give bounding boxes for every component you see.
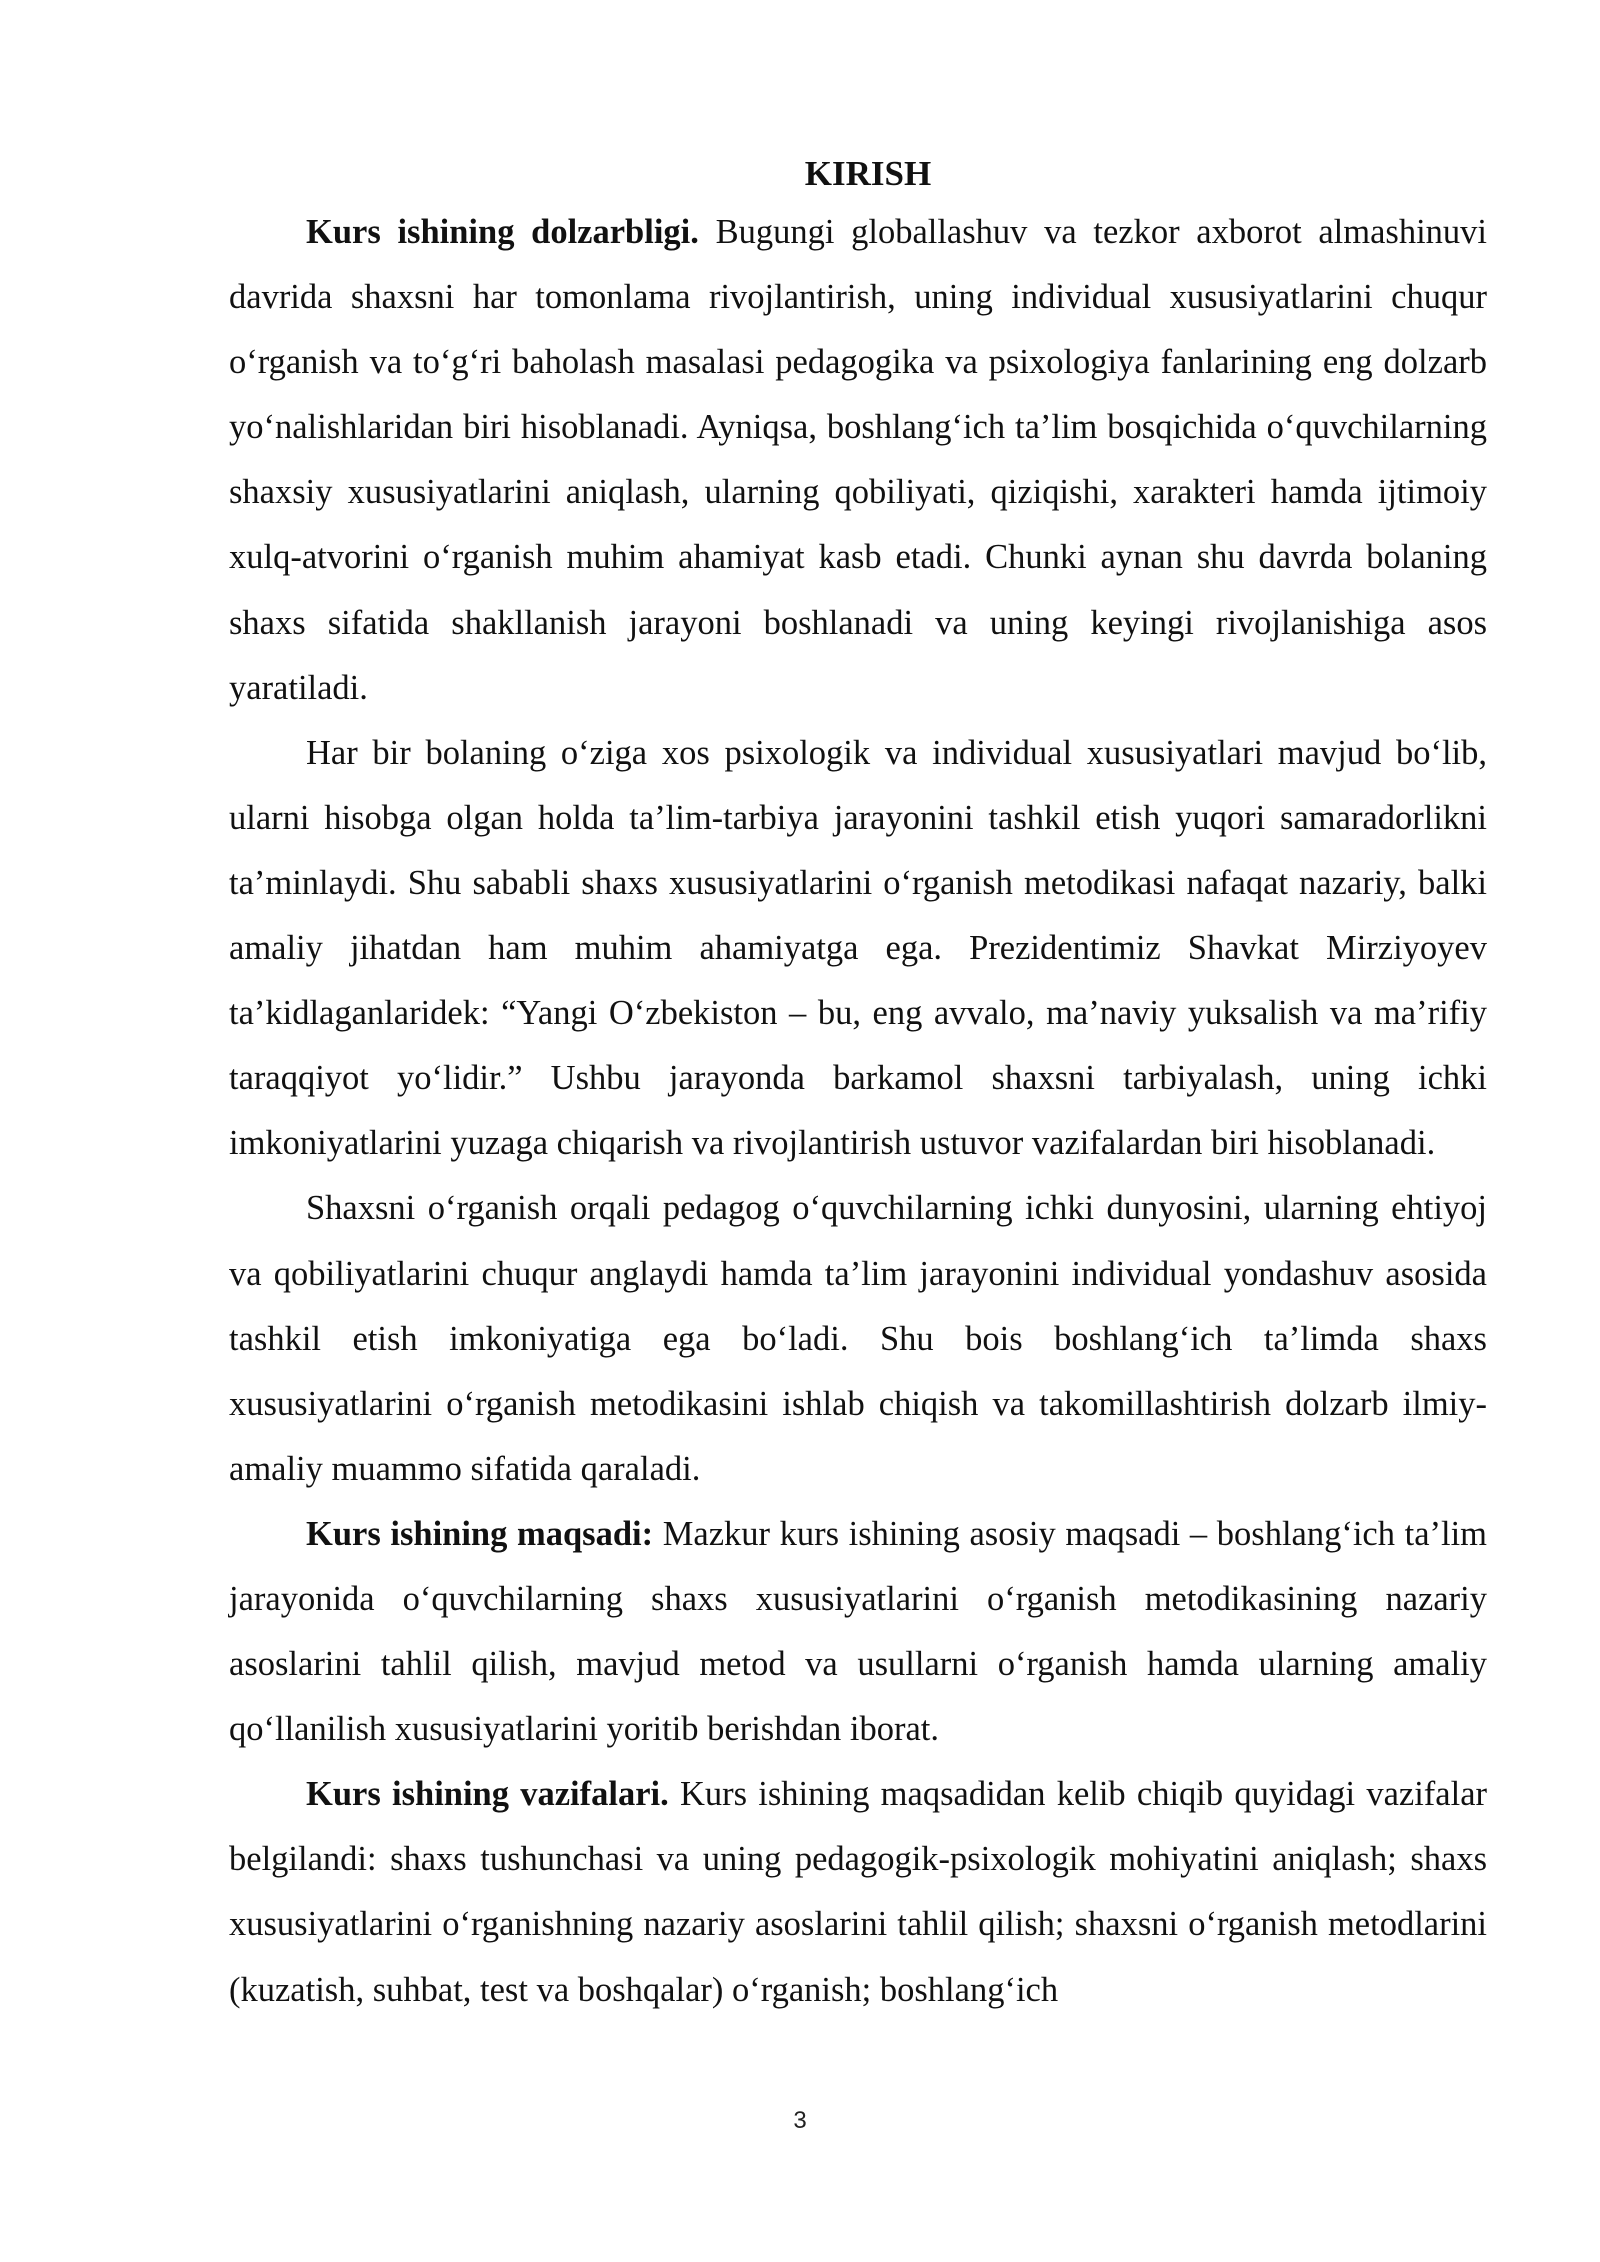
page-body (229, 148, 1487, 2023)
paragraph-personality-study (229, 1176, 1487, 1501)
paragraph-lead-goal: Kurs ishining maqsadi: (306, 1514, 654, 1553)
paragraph-relevance (229, 200, 1487, 721)
paragraph-individual-traits (229, 721, 1487, 1177)
paragraph-lead-tasks: Kurs ishining vazifalari. (306, 1775, 669, 1814)
paragraph-text-personality-study: Shaxsni o‘rganish orqali pedagog o‘quvchilarning ichki dunyosini, ularning ehtiyoj va qobiliyatlarini chuqur anglaydi hamda ta’lim jarayonini individual yondashuv asosida tashkil etish imkoniyatiga ega bo‘ladi. Shu bois boshlang‘ich ta’limda shaxs xususiyatlarini o‘rganish metodikasini ishlab chiqish va takomillashtirish dolzarb ilmiy-amaliy muammo sifatida qaraladi. (229, 1189, 1487, 1488)
page-number: 3 (793, 2107, 807, 2134)
paragraph-text-relevance: Bugungi globallashuv va tezkor axborot almashinuvi davrida shaxsni har tomonlama rivojlantirish, uning individual xususiyatlarini chuqur o‘rganish va to‘g‘ri baholash masalasi pedagogika va psixologiya fanlarining eng dolzarb yo‘nalishlaridan biri hisoblanadi. Ayniqsa, boshlang‘ich ta’lim bosqichida o‘quvchilarning shaxsiy xususiyatlarini aniqlash, ularning qobiliyati, qiziqishi, xarakteri hamda ijtimoiy xulq-atvorini o‘rganish muhim ahamiyat kasb etadi. Chunki aynan shu davrda bolaning shaxs sifatida shakllanish jarayoni boshlanadi va uning keyingi rivojlanishiga asos yaratiladi. (229, 213, 1487, 707)
paragraph-text-goal: Mazkur kurs ishining asosiy maqsadi – boshlang‘ich ta’lim jarayonida o‘quvchilarning shaxs xususiyatlarini o‘rganish metodikasining nazariy asoslarini tahlil qilish, mavjud metod va usullarni o‘rganish hamda ularning amaliy qo‘llanilish xususiyatlarini yoritib berishdan iborat. (229, 1514, 1487, 1749)
paragraph-text-individual-traits: Har bir bolaning o‘ziga xos psixologik va individual xususiyatlari mavjud bo‘lib, ularni hisobga olgan holda ta’lim-tarbiya jarayonini tashkil etish yuqori samaradorlikni ta’minlaydi. Shu sababli shaxs xususiyatlarini o‘rganish metodikasi nafaqat nazariy, balki amaliy jihatdan ham muhim ahamiyatga ega. Prezidentimiz Shavkat Mirziyoyev ta’kidlaganlaridek: “Yangi O‘zbekiston – bu, eng avvalo, ma’naviy yuksalish va ma’rifiy taraqqiyot yo‘lidir.” Ushbu jarayonda barkamol shaxsni tarbiyalash, uning ichki imkoniyatlarini yuzaga chiqarish va rivojlantirish ustuvor vazifalardan biri hisoblanadi. (229, 733, 1487, 1163)
paragraph-text-tasks: Kurs ishining maqsadidan kelib chiqib quyidagi vazifalar belgilandi: shaxs tushunchasi va uning pedagogik-psixologik mohiyatini aniqlash; shaxs xususiyatlarini o‘rganishning nazariy asoslarini tahlil qilish; shaxsni o‘rganish metodlarini (kuzatish, suhbat, test va boshqalar) o‘rganish; boshlang‘ich (229, 1775, 1487, 2009)
section-heading: KIRISH (804, 154, 932, 193)
paragraph-tasks (229, 1762, 1487, 2022)
paragraph-lead-relevance: Kurs ishining dolzarbligi. (306, 213, 699, 251)
paragraph-goal (229, 1502, 1487, 1762)
